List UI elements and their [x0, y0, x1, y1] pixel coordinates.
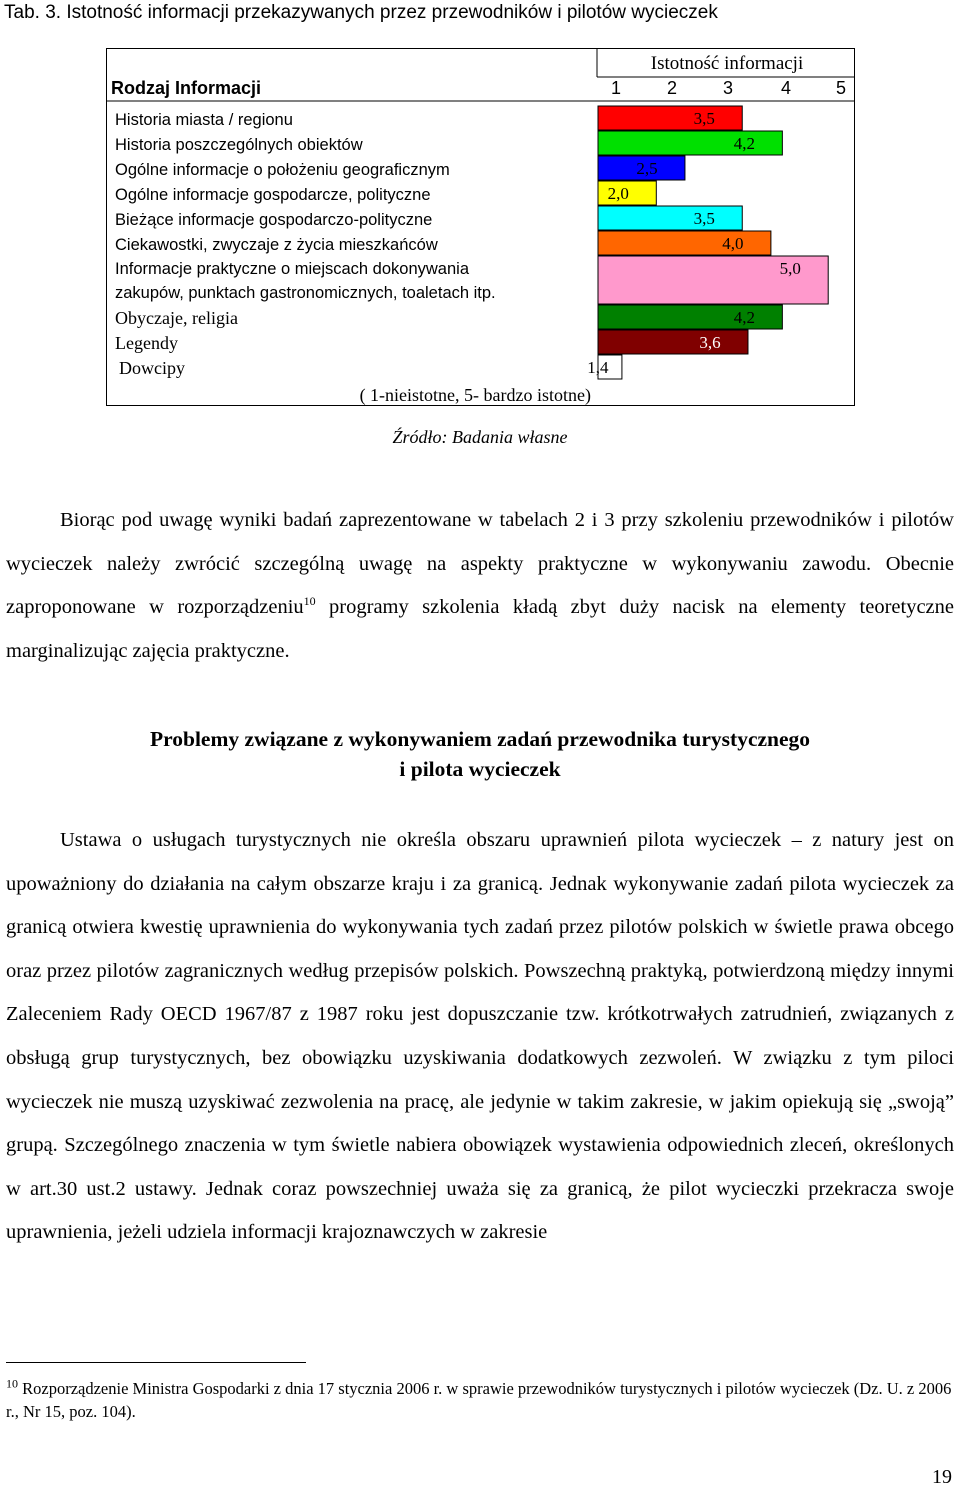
importance-chart-table: [106, 48, 855, 406]
scale-note: ( 1-nieistotne, 5- bardzo istotne): [359, 385, 591, 405]
scale-tick-label: 5: [835, 78, 847, 98]
category-label: Dowcipy: [119, 358, 185, 378]
category-label: Historia poszczególnych obiektów: [115, 136, 363, 154]
footnote-separator: [6, 1362, 306, 1363]
section-heading-line-1: Problemy związane z wykonywaniem zadań przewodnika turystycznego: [149, 727, 811, 751]
category-label: Bieżące informacje gospodarczo-polityczne: [115, 211, 433, 229]
bar: [598, 106, 742, 130]
bar: [598, 206, 742, 230]
scale-tick-label: 4: [780, 78, 792, 98]
value-label: 1,4: [587, 358, 609, 377]
body-paragraph-2: [6, 819, 954, 1255]
section-heading: [0, 724, 960, 784]
value-label: 2,5: [636, 159, 658, 178]
page-number: 19: [932, 1466, 952, 1488]
category-label: Obyczaje, religia: [115, 308, 238, 328]
value-label: 3,5: [693, 109, 715, 128]
source-note: Źródło: Badania własne: [392, 427, 568, 447]
value-label: 3,6: [699, 333, 721, 352]
category-label: Ogólne informacje gospodarcze, polityczne: [115, 186, 431, 204]
footnote: [6, 1377, 952, 1423]
scale-tick-label: 1: [610, 78, 622, 98]
category-label: Legendy: [115, 333, 178, 353]
section-heading-line-2: i pilota wycieczek: [399, 757, 561, 781]
value-label: 2,0: [607, 184, 629, 203]
value-label: 4,2: [733, 308, 755, 327]
value-label: 4,2: [733, 134, 755, 153]
row-header: Rodzaj Informacji: [111, 78, 262, 98]
paragraph-1-continuation: programy szkolenia kładą zbyt duży nacisk na elementy teoretyczne marginalizując zajęcia praktyczne.: [6, 596, 954, 662]
footnote-number: 10: [6, 1376, 18, 1391]
value-label: 4,0: [722, 234, 744, 253]
scale-tick-label: 2: [666, 78, 678, 98]
category-label-cont: zakupów, punktach gastronomicznych, toaletach itp.: [115, 284, 496, 302]
paragraph-1-text: Biorąc pod uwagę wyniki badań zaprezentowane w tabelach 2 i 3 przy szkoleniu przewodników i pilotów wycieczek należy zwrócić szczególną uwagę na aspekty praktyczne w wykonywaniu zawodu. Obecnie zaproponowane w rozporządzeniu: [6, 509, 954, 619]
footnote-text: Rozporządzenie Ministra Gospodarki z dnia 17 stycznia 2006 r. w sprawie przewodników turystycznych i pilotów wycieczek (Dz. U. z 2006 r., Nr 15, poz. 104).: [6, 1379, 952, 1421]
footnote-reference: 10: [303, 594, 316, 609]
table-caption: Tab. 3. Istotność informacji przekazywanych przez przewodników i pilotów wycieczek: [4, 2, 718, 23]
body-paragraph-1: [6, 499, 954, 673]
importance-bar-chart: [107, 49, 854, 405]
category-label: Ciekawostki, zwyczaje z życia mieszkańców: [115, 236, 438, 254]
category-label: Informacje praktyczne o miejscach dokonywania: [115, 260, 470, 278]
value-label: 5,0: [779, 259, 801, 278]
paragraph-2-text: Ustawa o usługach turystycznych nie określa obszaru uprawnień pilota wycieczek – z natury jest on upoważniony do działania na całym obszarze kraju i za granicą. Jednak wykonywanie zadań pilota wycieczek za granicą otwiera kwestię uprawnienia do wykonywania tych zadań przez pilotów polskich w świetle prawa obcego oraz przez pilotów zagranicznych według przepisów polskich. Powszechną praktyką, potwierdzoną między innymi Zaleceniem Rady OECD 1967/87 z 1987 roku jest dopuszczanie tzw. krótkotrwałych zatrudnień, związanych z obsługą grup turystycznych, bez obowiązku uzyskiwania dodatkowych zezwoleń. W związku z tym piloci wycieczek nie muszą uzyskiwać zezwolenia na pracę, ale jedynie w takim zakresie, w jakim opiekują się „swoją” grupą. Szczególnego znaczenia w tym świetle nabiera obowiązek wystawienia odpowiednich zleceń, określonych w art.30 ust.2 ustawy. Jednak coraz powszechniej uważa się za granicą, że pilot wycieczki przekracza swoje uprawnienia, jeżeli udziela informacji krajoznawczych w zakresie: [6, 829, 954, 1244]
scale-tick-label: 3: [722, 78, 734, 98]
value-label: 3,5: [693, 209, 715, 228]
bar: [598, 330, 748, 354]
value-header: Istotność informacji: [650, 53, 804, 74]
category-label: Ogólne informacje o położeniu geograficznym: [115, 161, 450, 179]
bar: [598, 231, 771, 255]
category-label: Historia miasta / regionu: [115, 111, 293, 129]
